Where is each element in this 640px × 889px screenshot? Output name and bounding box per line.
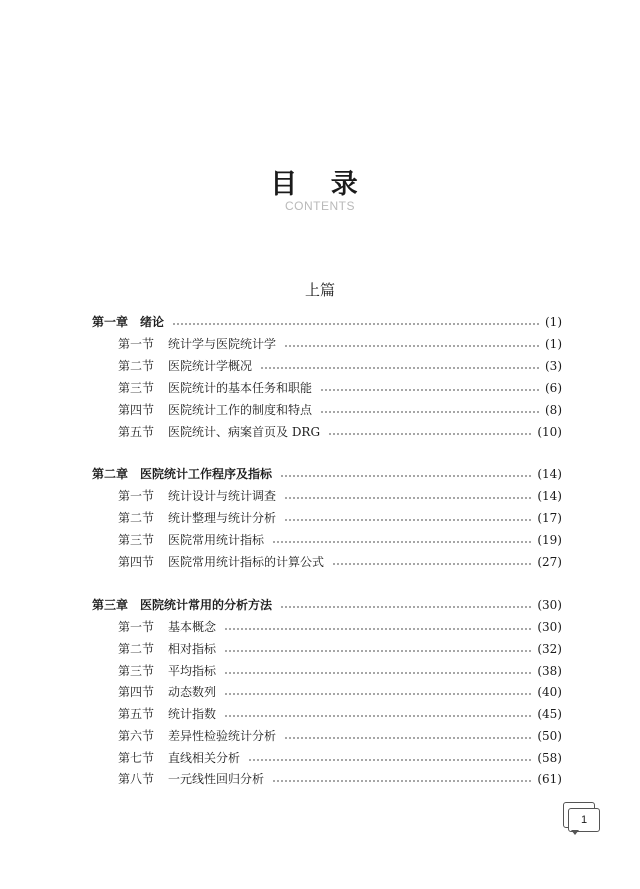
entry-page-number: (30) (537, 598, 562, 612)
entry-title: 统计学与医院统计学 (168, 337, 277, 351)
entry-page-number: (38) (537, 664, 562, 678)
entry-title: 一元线性回归分析 (168, 772, 265, 786)
entry-page-number: (27) (537, 555, 562, 569)
entry-title: 医院常用统计指标的计算公式 (168, 555, 325, 569)
toc-chapter-entry[interactable] (92, 465, 562, 483)
toc-section-entry[interactable] (118, 401, 562, 419)
toc-section-entry[interactable] (118, 618, 562, 636)
entry-number: 第四节 (118, 555, 155, 569)
dot-leader (224, 693, 531, 695)
entry-title: 医院常用统计指标 (168, 533, 265, 547)
entry-page-number: (1) (545, 337, 562, 351)
entry-page-number: (10) (537, 425, 562, 439)
toc-section-entry[interactable] (118, 509, 562, 527)
entry-page-number: (19) (537, 533, 562, 547)
entry-number: 第三节 (118, 533, 155, 547)
dot-leader (284, 345, 539, 347)
part-heading: 上篇 (304, 281, 335, 299)
toc-section-entry[interactable] (118, 531, 562, 549)
entry-number: 第二节 (118, 642, 155, 656)
entry-number: 第一节 (118, 620, 155, 634)
entry-title: 医院统计学概况 (168, 359, 253, 373)
entry-title: 统计整理与统计分析 (168, 511, 277, 525)
entry-page-number: (14) (537, 489, 562, 503)
dot-leader (272, 541, 531, 543)
entry-number: 第五节 (118, 707, 155, 721)
entry-number: 第六节 (118, 729, 155, 743)
entry-title: 统计指数 (168, 707, 217, 721)
entry-title: 医院统计的基本任务和职能 (168, 381, 313, 395)
entry-number: 第三章 (92, 598, 129, 612)
toc-section-entry[interactable] (118, 357, 562, 375)
page-number: 1 (568, 808, 600, 832)
entry-page-number: (32) (537, 642, 562, 656)
dot-leader (224, 628, 531, 630)
toc-section-entry[interactable] (118, 640, 562, 658)
dot-leader (284, 737, 531, 739)
dot-leader (332, 563, 531, 565)
entry-title: 基本概念 (168, 620, 217, 634)
dot-leader (284, 519, 531, 521)
entry-number: 第一章 (92, 315, 129, 329)
toc-section-entry[interactable] (118, 379, 562, 397)
entry-number: 第三节 (118, 664, 155, 678)
entry-number: 第八节 (118, 772, 155, 786)
entry-number: 第五节 (118, 425, 155, 439)
toc-subtitle: CONTENTS (285, 199, 355, 213)
entry-number: 第一节 (118, 337, 155, 351)
dot-leader (328, 433, 531, 435)
dot-leader (224, 672, 531, 674)
entry-page-number: (14) (537, 467, 562, 481)
entry-page-number: (58) (537, 751, 562, 765)
entry-number: 第三节 (118, 381, 155, 395)
entry-number: 第二章 (92, 467, 129, 481)
entry-title: 医院统计、病案首页及 DRG (168, 425, 321, 439)
entry-title: 差异性检验统计分析 (168, 729, 277, 743)
toc-section-entry[interactable] (118, 770, 562, 788)
toc-section-entry[interactable] (118, 423, 562, 441)
entry-title: 直线相关分析 (168, 751, 241, 765)
toc-section-entry[interactable] (118, 705, 562, 723)
entry-page-number: (45) (537, 707, 562, 721)
entry-page-number: (6) (545, 381, 562, 395)
dot-leader (320, 389, 539, 391)
entry-page-number: (17) (537, 511, 562, 525)
entry-number: 第二节 (118, 359, 155, 373)
entry-page-number: (40) (537, 685, 562, 699)
toc-section-entry[interactable] (118, 727, 562, 745)
entry-title: 医院统计常用的分析方法 (140, 598, 273, 612)
dot-leader (272, 780, 531, 782)
entry-number: 第二节 (118, 511, 155, 525)
toc-section-entry[interactable] (118, 683, 562, 701)
toc-section-entry[interactable] (118, 335, 562, 353)
entry-title: 平均指标 (168, 664, 217, 678)
toc-section-entry[interactable] (118, 749, 562, 767)
dot-leader (320, 411, 539, 413)
entry-number: 第一节 (118, 489, 155, 503)
page-number-badge (563, 802, 599, 834)
toc-section-entry[interactable] (118, 662, 562, 680)
toc-chapter-entry[interactable] (92, 313, 562, 331)
entry-title: 绪论 (140, 315, 165, 329)
entry-title: 统计设计与统计调查 (168, 489, 277, 503)
dot-leader (248, 759, 531, 761)
entry-title: 动态数列 (168, 685, 217, 699)
entry-number: 第七节 (118, 751, 155, 765)
entry-title: 医院统计工作程序及指标 (140, 467, 273, 481)
dot-leader (280, 475, 531, 477)
entry-page-number: (1) (545, 315, 562, 329)
dot-leader (224, 715, 531, 717)
entry-page-number: (30) (537, 620, 562, 634)
entry-title: 医院统计工作的制度和特点 (168, 403, 313, 417)
entry-title: 相对指标 (168, 642, 217, 656)
entry-number: 第四节 (118, 403, 155, 417)
entry-page-number: (3) (545, 359, 562, 373)
entry-page-number: (61) (537, 772, 562, 786)
entry-page-number: (8) (545, 403, 562, 417)
dot-leader (280, 606, 531, 608)
dot-leader (260, 367, 539, 369)
dot-leader (224, 650, 531, 652)
entry-number: 第四节 (118, 685, 155, 699)
dot-leader (172, 323, 539, 325)
entry-page-number: (50) (537, 729, 562, 743)
dot-leader (284, 497, 531, 499)
toc-section-entry[interactable] (118, 487, 562, 505)
toc-section-entry[interactable] (118, 553, 562, 571)
toc-chapter-entry[interactable] (92, 596, 562, 614)
toc-title: 目 录 (270, 169, 370, 200)
